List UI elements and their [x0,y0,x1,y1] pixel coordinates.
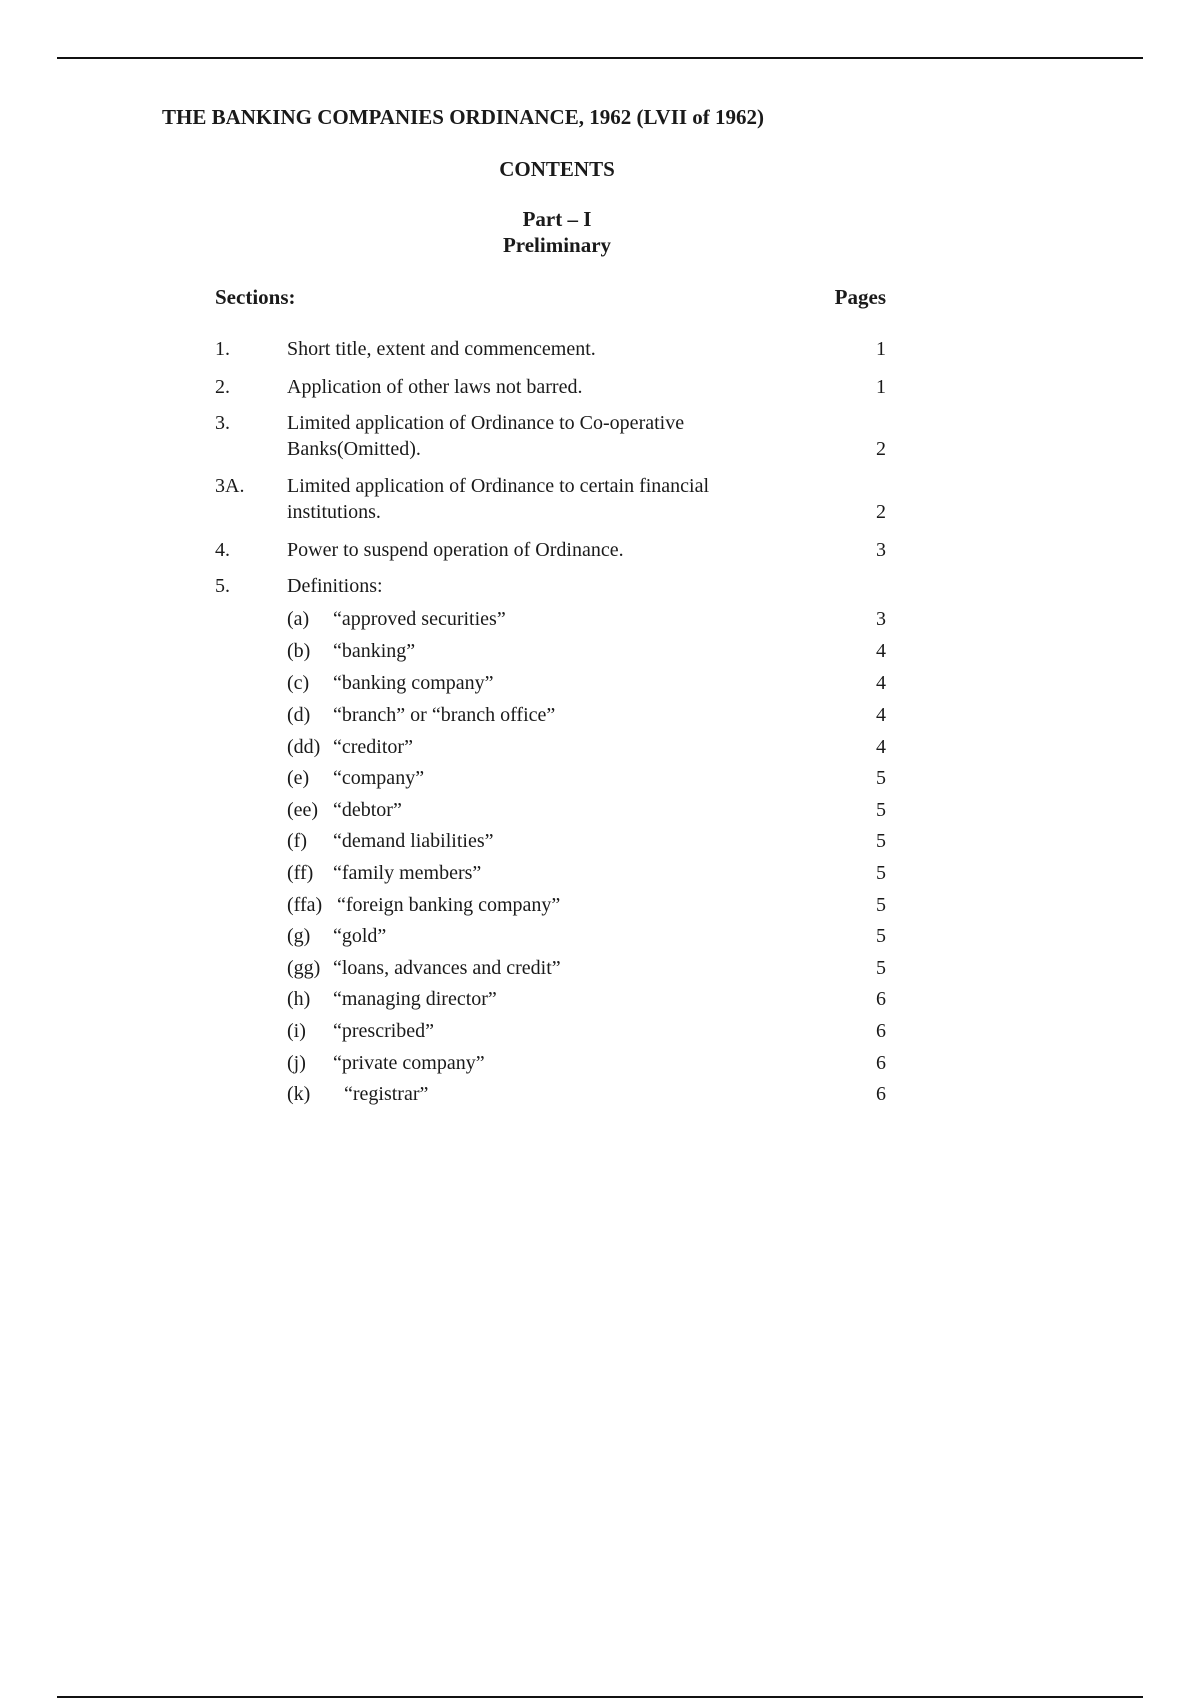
page-number: 3 [876,539,886,561]
bottom-rule [57,1696,1143,1698]
definition-label: (i) [287,1020,306,1042]
page-number: 5 [876,862,886,884]
top-rule [57,57,1143,59]
part-heading: Part – I [522,207,592,231]
definition-label: (ff) [287,862,314,884]
section-title: Short title, extent and commencement. [287,338,596,360]
definition-label: (gg) [287,957,321,979]
part-title: Preliminary [502,233,612,257]
page-number: 5 [876,799,886,821]
section-number: 1. [215,338,230,360]
page-number: 4 [876,736,886,758]
definition-term: “banking” [333,640,416,662]
definition-label: (a) [287,608,310,630]
definition-term: “gold” [333,925,387,947]
page-number: 4 [876,704,886,726]
section-title: Definitions: [287,575,383,597]
page-number: 3 [876,608,886,630]
section-title: Limited application of Ordinance to certain financial institutions. [287,475,710,523]
definition-term: “family members” [333,862,482,884]
section-number: 5. [215,575,230,597]
page-number: 1 [876,376,886,398]
contents-heading: CONTENTS [499,157,615,181]
page-number: 6 [876,1052,886,1074]
definition-label: (b) [287,640,311,662]
definition-label: (j) [287,1052,306,1074]
sections-header: Sections: [215,285,296,309]
page-number: 6 [876,1020,886,1042]
section-title: Application of other laws not barred. [287,376,583,398]
definition-term: “approved securities” [333,608,506,630]
definition-term: “managing director” [333,988,497,1010]
section-number: 2. [215,376,230,398]
section-number: 3A. [215,475,245,497]
definition-term: “foreign banking company” [337,894,561,916]
definition-label: (h) [287,988,311,1010]
definition-term: “prescribed” [333,1020,435,1042]
definition-label: (g) [287,925,311,947]
definition-term: “creditor” [333,736,413,758]
page-number: 2 [876,501,886,523]
definition-term: “banking company” [333,672,494,694]
page-number: 6 [876,988,886,1010]
definition-term: “demand liabilities” [333,830,494,852]
definition-label: (f) [287,830,307,852]
page-number: 5 [876,767,886,789]
definition-label: (dd) [287,736,321,758]
section-number: 3. [215,412,230,434]
document-title: THE BANKING COMPANIES ORDINANCE, 1962 (LVII of 1962) [162,105,765,129]
definition-label: (e) [287,767,310,789]
definition-term: “company” [333,767,425,789]
definition-term: “loans, advances and credit” [333,957,561,979]
definition-label: (ffa) [287,894,323,916]
page-number: 6 [876,1083,886,1105]
page-number: 2 [876,438,886,460]
definition-label: (ee) [287,799,319,821]
pages-header: Pages [834,285,886,309]
page-number: 1 [876,338,886,360]
page-number: 4 [876,640,886,662]
section-number: 4. [215,539,230,561]
page-number: 5 [876,830,886,852]
page-number: 4 [876,672,886,694]
definition-term: “registrar” [344,1083,429,1105]
section-title: Limited application of Ordinance to Co-operative Banks(Omitted). [287,412,685,460]
section-title: Power to suspend operation of Ordinance. [287,539,624,561]
definition-label: (k) [287,1083,311,1105]
definition-term: “debtor” [333,799,402,821]
definition-label: (d) [287,704,311,726]
page-number: 5 [876,925,886,947]
definition-label: (c) [287,672,310,694]
definition-term: “branch” or “branch office” [333,704,556,726]
page-number: 5 [876,894,886,916]
page-number: 5 [876,957,886,979]
definition-term: “private company” [333,1052,485,1074]
